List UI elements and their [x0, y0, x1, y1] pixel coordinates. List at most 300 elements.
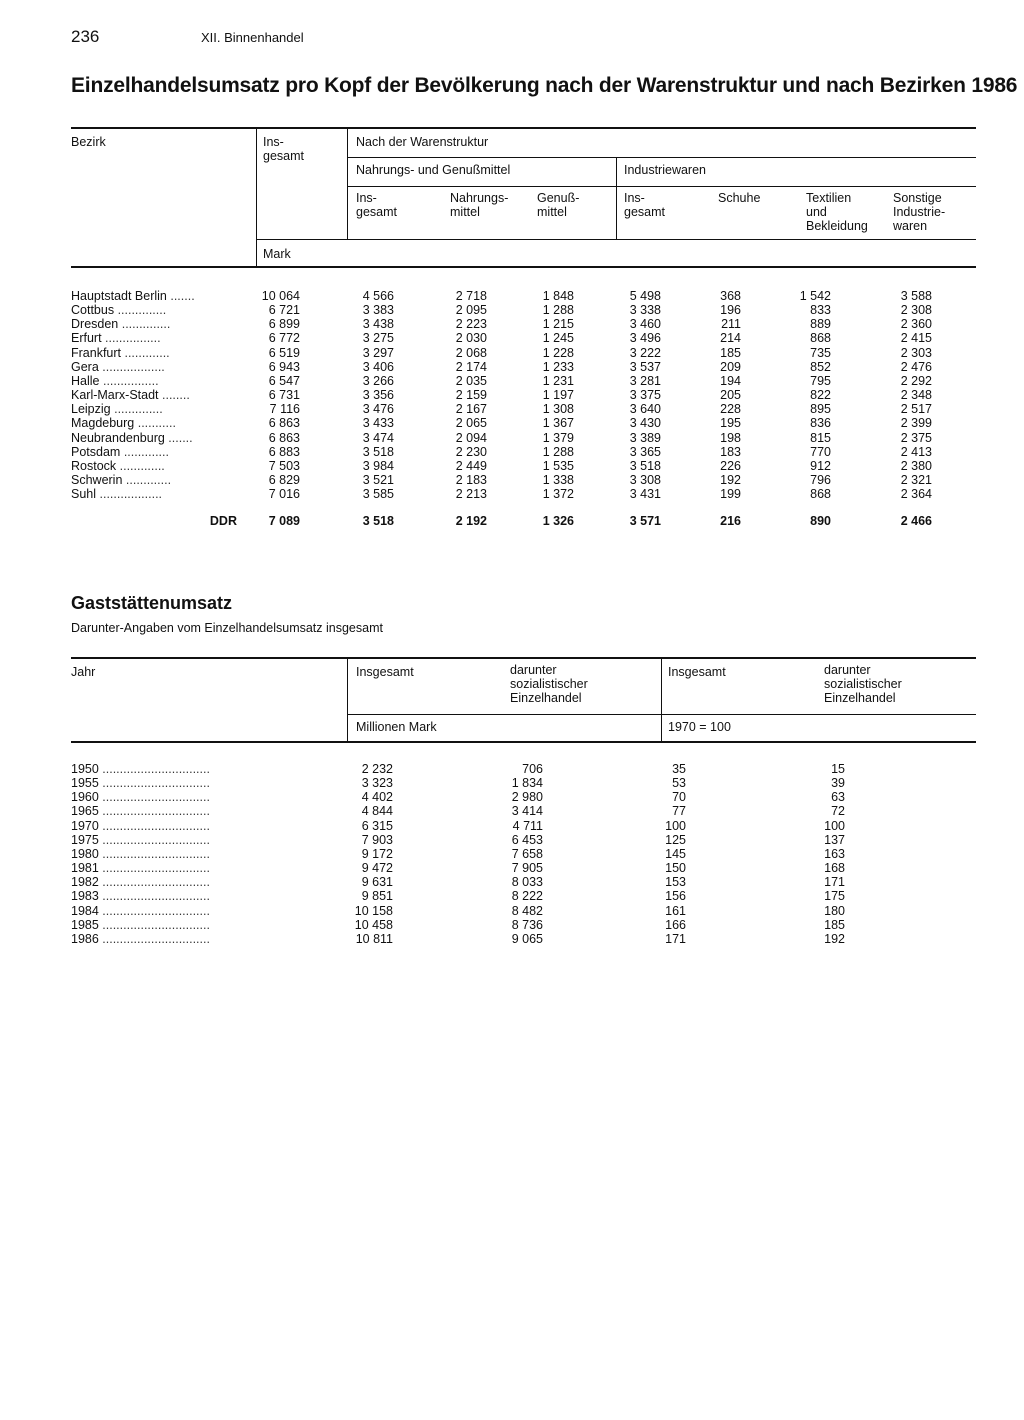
table-cell: 2 476	[900, 359, 932, 374]
row-label	[71, 445, 241, 459]
leader-dots: ..............	[118, 317, 171, 332]
table-cell: 2 068	[455, 345, 487, 360]
header-insgesamt-2: Insgesamt	[668, 665, 726, 679]
table-cell: 2 348	[900, 388, 932, 403]
table-cell: 2 035	[455, 373, 487, 388]
table-cell: 2 303	[900, 345, 932, 360]
header-darunter-1: darunter sozialistischer Einzelhandel	[510, 663, 588, 705]
table-cell: 150	[665, 861, 686, 876]
row-label	[71, 918, 333, 932]
table-cell: 1 834	[511, 776, 543, 791]
table-cell: 39	[831, 776, 845, 791]
table-cell: 10 158	[354, 903, 393, 918]
year: 1983	[71, 889, 99, 904]
table-cell: 4 844	[361, 804, 393, 819]
leader-dots: ..................	[98, 359, 165, 374]
header-iw-insgesamt: Ins- gesamt	[624, 191, 665, 219]
table-row	[71, 861, 976, 875]
table-cell: 4 402	[361, 790, 393, 805]
table-cell: 2 065	[455, 416, 487, 431]
table1-divider	[347, 129, 348, 239]
table-cell: 192	[824, 931, 845, 946]
table-cell: 63	[831, 790, 845, 805]
table-total-row	[71, 514, 976, 528]
bezirk-name: Erfurt	[71, 331, 102, 346]
table-cell: 2 321	[900, 472, 932, 487]
row-label	[71, 487, 241, 501]
leader-dots: ........	[158, 388, 190, 403]
table-row	[71, 416, 976, 430]
table-cell: 3 496	[629, 331, 661, 346]
rule	[347, 186, 976, 187]
table-cell: 3 389	[629, 430, 661, 445]
table-cell: 8 482	[511, 903, 543, 918]
bezirk-name: Dresden	[71, 317, 119, 332]
table-cell: 2 415	[900, 331, 932, 346]
table-cell: 2 517	[900, 402, 932, 417]
table2-header-bottom-rule	[71, 741, 976, 743]
year: 1960	[71, 790, 99, 805]
table-row	[71, 762, 976, 776]
table-cell: 3 365	[629, 444, 661, 459]
leader-dots: ...............................	[98, 875, 210, 890]
header-nach-warenstruktur: Nach der Warenstruktur	[356, 135, 489, 149]
table-cell: 2 380	[900, 458, 932, 473]
table-cell: 15	[831, 762, 845, 776]
rule	[347, 157, 976, 158]
table-row	[71, 360, 976, 374]
table-cell: 145	[665, 846, 686, 861]
row-label	[71, 331, 241, 345]
leader-dots: ...............................	[98, 776, 210, 791]
table-cell: 2 232	[361, 762, 393, 776]
table-cell: 1 231	[542, 373, 574, 388]
table-cell: 3 571	[629, 514, 661, 529]
table-cell: 216	[720, 514, 741, 529]
header-jahr: Jahr	[71, 665, 96, 679]
table-cell: 3 460	[629, 317, 661, 332]
table2-top-rule	[71, 657, 976, 659]
leader-dots: .......	[164, 430, 193, 445]
table-cell: 9 851	[361, 889, 393, 904]
table-cell: 3 406	[362, 359, 394, 374]
header-ng-insgesamt: Ins- gesamt	[356, 191, 397, 219]
table-row	[71, 402, 976, 416]
table-cell: 10 064	[261, 289, 300, 303]
bezirk-name: Leipzig	[71, 402, 111, 417]
year: 1975	[71, 832, 99, 847]
table-cell: 895	[810, 402, 831, 417]
table-cell: 1 233	[542, 359, 574, 374]
page-number: 236	[71, 27, 100, 46]
table-cell: 2 364	[900, 487, 932, 502]
leader-dots: ...............................	[98, 903, 210, 918]
header-nahrungs-genuss: Nahrungs- und Genußmittel	[356, 163, 511, 177]
table-cell: 198	[720, 430, 741, 445]
table-cell: 735	[810, 345, 831, 360]
year: 1985	[71, 917, 99, 932]
table-cell: 770	[810, 444, 831, 459]
row-label	[71, 932, 333, 946]
year: 1982	[71, 875, 99, 890]
table-cell: 2 167	[455, 402, 487, 417]
table-cell: 3 430	[629, 416, 661, 431]
bezirk-name: Rostock	[71, 458, 117, 473]
table-row	[71, 487, 976, 501]
table-row	[71, 289, 976, 303]
table-cell: 171	[665, 931, 686, 946]
table-cell: 3 266	[362, 373, 394, 388]
table-cell: 3 640	[629, 402, 661, 417]
row-label	[71, 360, 241, 374]
row-label	[71, 431, 241, 445]
row-label	[71, 804, 333, 818]
leader-dots: ..............	[110, 402, 163, 417]
row-label	[71, 459, 241, 473]
bezirk-name: Karl-Marx-Stadt	[71, 388, 159, 403]
leader-dots: ...........	[134, 416, 176, 431]
table-cell: 70	[672, 790, 686, 805]
table-row	[71, 804, 976, 818]
header-nahrungsmittel: Nahrungs- mittel	[450, 191, 509, 219]
table-cell: 2 095	[455, 303, 487, 318]
table-cell: 3 275	[362, 331, 394, 346]
row-label	[71, 776, 333, 790]
table-cell: 171	[824, 875, 845, 890]
table-cell: 6 863	[268, 416, 300, 431]
table-cell: 2 094	[455, 430, 487, 445]
table-row	[71, 918, 976, 932]
leader-dots: .............	[122, 472, 172, 487]
table-cell: 9 065	[511, 931, 543, 946]
table-cell: 166	[665, 917, 686, 932]
table-cell: 3 585	[362, 487, 394, 502]
bezirk-name: Neubrandenburg	[71, 430, 165, 445]
header-unit-index: 1970 = 100	[668, 720, 731, 734]
year: 1980	[71, 846, 99, 861]
table-cell: 3 356	[362, 388, 394, 403]
row-label	[71, 833, 333, 847]
table-cell: 1 228	[542, 345, 574, 360]
table-cell: 7 658	[511, 846, 543, 861]
year: 1986	[71, 931, 99, 946]
leader-dots: .............	[120, 444, 169, 459]
bezirk-name: Gera	[71, 359, 99, 374]
table-cell: 1 535	[542, 458, 574, 473]
table-cell: 8 033	[511, 875, 543, 890]
table-cell: 6 883	[268, 444, 300, 459]
table-cell: 8 736	[511, 917, 543, 932]
header-textilien: Textilien und Bekleidung	[806, 191, 868, 233]
table-cell: 2 399	[900, 416, 932, 431]
table-row	[71, 875, 976, 889]
row-label	[71, 346, 241, 360]
header-insgesamt-1: Insgesamt	[356, 665, 414, 679]
table-cell: 3 518	[629, 458, 661, 473]
table-cell: 168	[824, 861, 845, 876]
table2-divider	[347, 659, 348, 743]
table-cell: 6 943	[268, 359, 300, 374]
table-cell: 1 288	[542, 444, 574, 459]
table-row	[71, 932, 976, 946]
header-unit-millionen-mark: Millionen Mark	[356, 720, 437, 734]
bezirk-name: Potsdam	[71, 444, 121, 459]
leader-dots: ...............................	[98, 917, 210, 932]
table-cell: 137	[824, 832, 845, 847]
table-cell: 3 297	[362, 345, 394, 360]
row-label	[71, 861, 333, 875]
table-cell: 10 458	[354, 917, 393, 932]
table-cell: 1 338	[542, 472, 574, 487]
table-cell: 3 518	[362, 514, 394, 529]
table-cell: 4 711	[512, 818, 543, 833]
table-cell: 6 772	[268, 331, 300, 346]
header-bezirk: Bezirk	[71, 135, 106, 149]
table-cell: 185	[720, 345, 741, 360]
table-cell: 815	[810, 430, 831, 445]
table-cell: 6 899	[268, 317, 300, 332]
row-label	[71, 388, 241, 402]
header-unit-mark: Mark	[263, 247, 291, 261]
table-cell: 7 903	[361, 832, 393, 847]
leader-dots: ...............................	[98, 832, 210, 847]
table-cell: 1 848	[542, 289, 574, 303]
table-cell: 3 984	[362, 458, 394, 473]
table-row	[71, 317, 976, 331]
table-cell: 1 215	[542, 317, 574, 332]
leader-dots: ...............................	[98, 931, 210, 946]
table-cell: 199	[720, 487, 741, 502]
table-row	[71, 431, 976, 445]
table1-divider	[616, 158, 617, 239]
table-cell: 890	[810, 514, 831, 529]
table-cell: 7 016	[268, 487, 300, 502]
table-cell: 7 503	[268, 458, 300, 473]
table-cell: 3 433	[362, 416, 394, 431]
table-row	[71, 904, 976, 918]
table-cell: 2 174	[455, 359, 487, 374]
table-cell: 183	[720, 444, 741, 459]
table-cell: 3 222	[629, 345, 661, 360]
leader-dots: ...............................	[98, 804, 210, 819]
table-cell: 6 731	[268, 388, 300, 403]
leader-dots: ...............................	[98, 762, 210, 776]
table-cell: 796	[810, 472, 831, 487]
table-cell: 6 863	[268, 430, 300, 445]
header-schuhe: Schuhe	[718, 191, 761, 205]
table-cell: 3 537	[629, 359, 661, 374]
table-cell: 795	[810, 373, 831, 388]
bezirk-name: Suhl	[71, 487, 97, 502]
table-row	[71, 833, 976, 847]
table-cell: 125	[665, 832, 686, 847]
table-cell: 9 631	[361, 875, 393, 890]
table-row	[71, 388, 976, 402]
table-cell: 3 375	[629, 388, 661, 403]
table-cell: 2 413	[900, 444, 932, 459]
table-cell: 2 308	[900, 303, 932, 318]
table-cell: 53	[672, 776, 686, 791]
table-cell: 226	[720, 458, 741, 473]
table-cell: 1 326	[542, 514, 574, 529]
table-cell: 153	[665, 875, 686, 890]
header-insgesamt	[263, 135, 304, 163]
table-cell: 72	[831, 804, 845, 819]
table-cell: 3 474	[362, 430, 394, 445]
table-row	[71, 790, 976, 804]
leader-dots: ..................	[96, 487, 163, 502]
table-cell: 10 811	[355, 931, 393, 946]
row-label	[71, 790, 333, 804]
table-cell: 2 466	[900, 514, 932, 529]
table-cell: 368	[720, 289, 741, 303]
row-label	[71, 317, 241, 331]
year: 1965	[71, 804, 99, 819]
table1-title: Einzelhandelsumsatz pro Kopf der Bevölkerung nach der Warenstruktur und nach Bezirken 1986	[71, 74, 1018, 97]
header-darunter-2: darunter sozialistischer Einzelhandel	[824, 663, 902, 705]
table-cell: 7 905	[511, 861, 543, 876]
row-label	[71, 473, 241, 487]
header-insgesamt-line2: gesamt	[263, 149, 304, 163]
row-label	[71, 889, 333, 903]
table-cell: 214	[720, 331, 741, 346]
table-cell: 196	[720, 303, 741, 318]
year: 1955	[71, 776, 99, 791]
table-row	[71, 473, 976, 487]
table-cell: 868	[810, 331, 831, 346]
leader-dots: .............	[116, 458, 165, 473]
table-row	[71, 459, 976, 473]
table-row	[71, 819, 976, 833]
table-row	[71, 374, 976, 388]
table-cell: 1 367	[542, 416, 574, 431]
table-cell: 2 449	[455, 458, 487, 473]
table-cell: 889	[810, 317, 831, 332]
table-cell: 1 379	[542, 430, 574, 445]
header-sonstige: Sonstige Industrie- waren	[893, 191, 946, 233]
bezirk-name: Magdeburg	[71, 416, 135, 431]
table-cell: 6 315	[361, 818, 393, 833]
table-cell: 9 472	[361, 861, 393, 876]
table-cell: 6 547	[268, 373, 300, 388]
table-cell: 3 588	[900, 289, 932, 303]
leader-dots: ..............	[114, 303, 167, 318]
table2-subtitle: Darunter-Angaben vom Einzelhandelsumsatz insgesamt	[71, 621, 383, 635]
table-cell: 3 521	[362, 472, 394, 487]
table-cell: 2 192	[455, 514, 487, 529]
table-cell: 35	[672, 762, 686, 776]
table-cell: 2 030	[455, 331, 487, 346]
table-cell: 2 718	[455, 289, 487, 303]
row-label	[71, 875, 333, 889]
leader-dots: .............	[121, 345, 170, 360]
table-cell: 228	[720, 402, 741, 417]
table-cell: 192	[720, 472, 741, 487]
table-cell: 180	[824, 903, 845, 918]
bezirk-name: Schwerin	[71, 472, 123, 487]
table-cell: 912	[810, 458, 831, 473]
table-row	[71, 331, 976, 345]
table-cell: 2 213	[455, 487, 487, 502]
table-row	[71, 889, 976, 903]
row-label	[71, 289, 241, 303]
table-cell: 2 980	[511, 790, 543, 805]
table-cell: 3 518	[362, 444, 394, 459]
table-cell: 3 414	[511, 804, 543, 819]
table-cell: 3 338	[629, 303, 661, 318]
table-cell: 7 089	[268, 514, 300, 529]
table-cell: 822	[810, 388, 831, 403]
table2-divider	[661, 659, 662, 743]
table-cell: 1 288	[542, 303, 574, 318]
table1-divider	[256, 129, 257, 266]
table-cell: 194	[720, 373, 741, 388]
header-insgesamt-line1: Ins-	[263, 135, 284, 149]
leader-dots: ................	[99, 373, 159, 388]
table-cell: 2 375	[900, 430, 932, 445]
table-cell: 833	[810, 303, 831, 318]
table-cell: 156	[665, 889, 686, 904]
table-cell: 6 453	[511, 832, 543, 847]
rule	[256, 239, 976, 240]
row-label	[71, 819, 333, 833]
table-cell: 175	[824, 889, 845, 904]
table-cell: 836	[810, 416, 831, 431]
table-cell: 1 308	[542, 402, 574, 417]
table-cell: 77	[672, 804, 686, 819]
bezirk-name: Cottbus	[71, 303, 115, 318]
table-cell: 3 476	[362, 402, 394, 417]
table-cell: 161	[665, 903, 686, 918]
table-row	[71, 303, 976, 317]
table-cell: 205	[720, 388, 741, 403]
row-label	[71, 303, 241, 317]
table-cell: 1 542	[799, 289, 831, 303]
header-genussmittel: Genuß- mittel	[537, 191, 580, 219]
table-cell: 2 183	[455, 472, 487, 487]
table-cell: 5 498	[629, 289, 661, 303]
table-cell: 209	[720, 359, 741, 374]
table-cell: 100	[665, 818, 686, 833]
bezirk-name: Frankfurt	[71, 345, 122, 360]
table-cell: 163	[824, 846, 845, 861]
leader-dots: ...............................	[98, 861, 210, 876]
section-title: XII. Binnenhandel	[201, 30, 304, 45]
leader-dots: ...............................	[98, 846, 210, 861]
table-cell: 6 721	[268, 303, 300, 318]
table-cell: 1 372	[542, 487, 574, 502]
table-row	[71, 776, 976, 790]
bezirk-name: Halle	[71, 373, 100, 388]
table-cell: 185	[824, 917, 845, 932]
table-cell: 3 323	[361, 776, 393, 791]
leader-dots: ................	[101, 331, 161, 346]
table-cell: 211	[721, 317, 741, 332]
row-label	[71, 847, 333, 861]
year: 1970	[71, 818, 99, 833]
bezirk-name: Hauptstadt Berlin	[71, 289, 167, 303]
table-cell: 2 230	[455, 444, 487, 459]
table-cell: 4 566	[362, 289, 394, 303]
row-label	[71, 374, 241, 388]
table-cell: 3 281	[629, 373, 661, 388]
table-cell: 7 116	[269, 402, 300, 417]
table-cell: 3 438	[362, 317, 394, 332]
leader-dots: ...............................	[98, 889, 210, 904]
year: 1984	[71, 903, 99, 918]
table-cell: 852	[810, 359, 831, 374]
table-cell: 8 222	[511, 889, 543, 904]
